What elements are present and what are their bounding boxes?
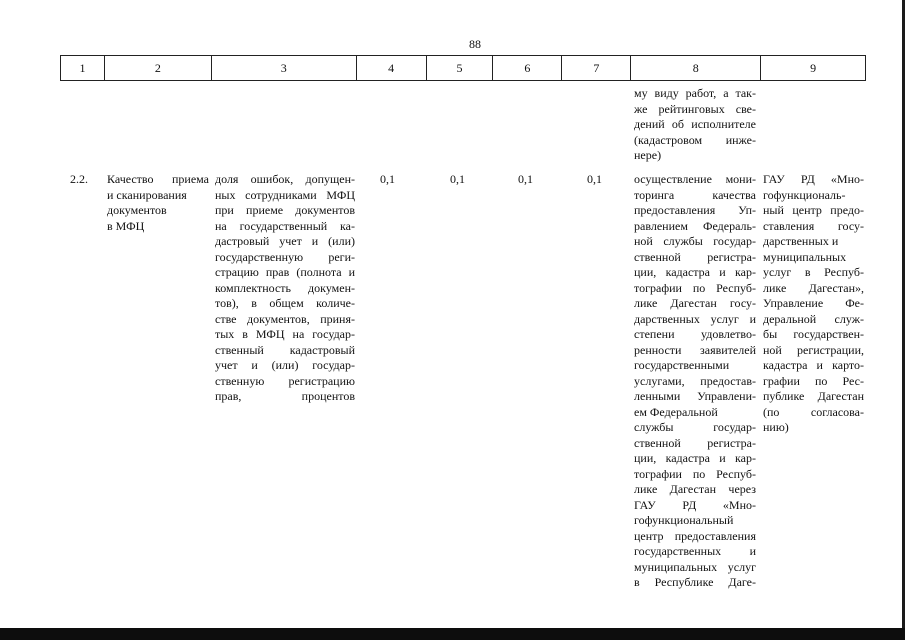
text-line: ственной регистра- — [634, 249, 756, 264]
text-line: ной службы государ- — [634, 234, 756, 248]
header-col-3: 3 — [212, 56, 357, 80]
text-line: тографии по Респуб- — [634, 280, 756, 295]
header-col-4: 4 — [357, 56, 427, 80]
row-responsible — [763, 172, 864, 436]
header-col-5: 5 — [427, 56, 494, 80]
text-line: гофункциональ- — [763, 187, 846, 202]
text-line: ственный кадастровый — [215, 342, 355, 357]
text-line: услугами, предостав- — [634, 373, 756, 388]
text-line: степени удовлетво- — [634, 327, 756, 341]
row-name — [107, 172, 209, 234]
header-col-1: 1 — [61, 56, 105, 80]
text-line: Управление Фе- — [763, 296, 864, 310]
row-indicator — [215, 172, 355, 405]
text-line: стве документов, приня- — [215, 311, 355, 326]
text-line: ственную регистрацию — [215, 373, 355, 388]
text-line: государственными — [634, 358, 730, 372]
page-number: 88 — [469, 37, 481, 51]
text-line: му виду работ, а так- — [634, 86, 756, 100]
text-line: публике Дагестан — [763, 389, 864, 403]
header-col-8: 8 — [631, 56, 761, 80]
text-line: ем Федеральной — [634, 404, 718, 419]
text-line: государственную реги- — [215, 249, 355, 264]
text-line: ный центр предо- — [763, 203, 864, 217]
text-line: ции, кадастра и кар- — [634, 265, 756, 279]
row-measures — [634, 172, 756, 591]
text-line: графии по Рес- — [763, 373, 864, 388]
text-line: тографии по Респуб- — [634, 466, 756, 481]
text-line: осуществление мони- — [634, 172, 756, 186]
text-line: ГАУ РД «Мно- — [763, 172, 864, 186]
text-line: прав, процентов — [215, 389, 355, 403]
text-line: страцию прав (полнота и — [215, 265, 355, 279]
text-line: бы государствен- — [763, 327, 864, 341]
text-line: муниципальных услуг — [634, 559, 756, 574]
text-line: ставления госу- — [763, 218, 864, 233]
text-line: торинга качества — [634, 187, 756, 202]
row-value-col7: 0,1 — [587, 172, 602, 186]
text-line: деральной служ- — [763, 311, 864, 326]
text-line: комплектность докумен- — [215, 280, 355, 295]
text-line: центр предоставления — [634, 528, 756, 543]
text-line: Качество приема — [107, 172, 209, 186]
text-line: тов), в общем количе- — [215, 296, 355, 310]
row-number: 2.2. — [70, 172, 88, 186]
text-line: учет и (или) государ- — [215, 358, 355, 372]
text-line: и сканирования — [107, 187, 187, 202]
text-line: государственных и — [634, 544, 756, 558]
header-col-2: 2 — [105, 56, 212, 80]
scan-edge-bottom — [0, 628, 905, 640]
text-line: в Республике Даге- — [634, 575, 756, 589]
row-value-col6: 0,1 — [518, 172, 533, 186]
text-line: дарственных услуг и — [634, 311, 756, 326]
text-line: документов — [107, 203, 167, 217]
text-line: в МФЦ — [107, 218, 145, 233]
continuation-col8-text — [634, 86, 756, 164]
row-value-col4: 0,1 — [380, 172, 395, 186]
text-line: ленными Управлени- — [634, 389, 756, 403]
text-line: нере) — [634, 148, 662, 162]
table-header-row — [60, 55, 866, 81]
text-line: доля ошибок, допущен- — [215, 172, 355, 186]
header-col-7: 7 — [562, 56, 631, 80]
text-line: дарственных и — [763, 234, 839, 248]
text-line: тых в МФЦ на государ- — [215, 327, 355, 341]
text-line: предоставления Уп- — [634, 203, 756, 217]
text-line: при приеме документов — [215, 203, 355, 217]
header-col-6: 6 — [493, 56, 562, 80]
text-line: лике Дагестан госу- — [634, 296, 756, 310]
text-line: гофункциональный — [634, 513, 734, 527]
text-line: ственной регистра- — [634, 435, 756, 450]
text-line: дений об исполнителе — [634, 117, 756, 131]
text-line: нию) — [763, 420, 789, 434]
text-line: ной регистрации, — [763, 342, 864, 357]
text-line: услуг в Респуб- — [763, 265, 864, 279]
text-line: на государственный ка- — [215, 218, 355, 233]
row-value-col5: 0,1 — [450, 172, 465, 186]
text-line: лике Дагестан через — [634, 482, 756, 496]
text-line: дастровый учет и (или) — [215, 234, 355, 248]
text-line: (по согласова- — [763, 404, 864, 419]
text-line: кадастра и карто- — [763, 358, 864, 372]
text-line: ренности заявителей — [634, 342, 756, 357]
text-line: муниципальных — [763, 249, 847, 264]
text-line: (кадастровом инже- — [634, 132, 756, 147]
header-col-9: 9 — [761, 56, 866, 80]
text-line: лике Дагестан», — [763, 280, 864, 295]
text-line: же рейтинговых све- — [634, 101, 756, 116]
text-line: ных сотрудниками МФЦ — [215, 187, 355, 202]
text-line: равлением Федераль- — [634, 218, 756, 233]
text-line: ции, кадастра и кар- — [634, 451, 756, 465]
text-line: службы государ- — [634, 420, 756, 434]
text-line: ГАУ РД «Мно- — [634, 497, 756, 512]
